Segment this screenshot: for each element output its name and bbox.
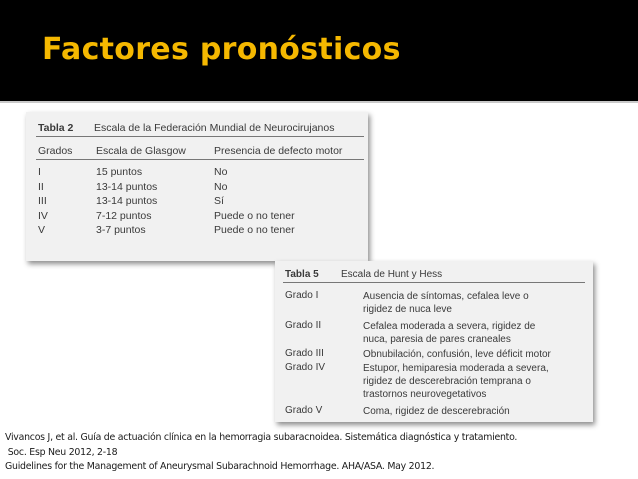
references bbox=[5, 431, 635, 475]
table-row bbox=[36, 222, 364, 237]
title-divider bbox=[0, 101, 638, 103]
table-5-image bbox=[275, 261, 593, 422]
description-line: Coma, rigidez de descerebración bbox=[363, 406, 510, 417]
grade-description bbox=[363, 290, 583, 316]
table-2-column-headers bbox=[36, 143, 364, 160]
table-cell: No bbox=[214, 180, 228, 193]
description-line: Obnubilación, confusión, leve déficit motor bbox=[363, 349, 551, 360]
grade-label: Grado III bbox=[285, 348, 324, 359]
reference-line: Guidelines for the Management of Aneurysmal Subarachnoid Hemorrhage. AHA/ASA. May 2012. bbox=[5, 461, 435, 472]
table-cell: Puede o no tener bbox=[214, 224, 295, 236]
grade-label: Grado IV bbox=[285, 362, 326, 373]
table-cell: Sí bbox=[214, 195, 224, 207]
table-row bbox=[36, 179, 364, 194]
grade-label: Grado V bbox=[285, 405, 323, 416]
reference-line: Soc. Esp Neu 2012, 2-18 bbox=[5, 446, 118, 458]
description-line: trastornos neurovegetativos bbox=[363, 389, 487, 400]
table-row bbox=[36, 208, 364, 223]
table-cell: 3-7 puntos bbox=[96, 224, 146, 236]
table-cell: 15 puntos bbox=[96, 166, 143, 178]
table-2-label: Tabla 2 bbox=[38, 122, 74, 134]
table-2-body bbox=[36, 164, 364, 237]
table-5-label: Tabla 5 bbox=[285, 269, 319, 280]
table-2-header bbox=[36, 120, 364, 137]
table-cell: 13-14 puntos bbox=[96, 195, 158, 207]
description-line: Ausencia de síntomas, cefalea leve o bbox=[363, 291, 529, 302]
grade-description bbox=[363, 362, 583, 401]
table-cell: V bbox=[38, 224, 46, 236]
table-cell: II bbox=[38, 180, 44, 193]
table-cell: I bbox=[38, 166, 41, 178]
table-2-caption: Escala de la Federación Mundial de Neurocirujanos bbox=[94, 122, 335, 134]
table-cell: IV bbox=[38, 209, 48, 222]
table-cell: Puede o no tener bbox=[214, 209, 295, 222]
grade-description bbox=[363, 320, 583, 346]
description-line: rigidez de descerebración temprana o bbox=[363, 376, 531, 387]
column-header: Presencia de defecto motor bbox=[214, 145, 343, 157]
grade-label: Grado I bbox=[285, 290, 319, 301]
grade-label: Grado II bbox=[285, 320, 322, 331]
grade-description bbox=[363, 405, 583, 418]
reference-line: Vivancos J, et al. Guía de actuación clínica en la hemorragia subaracnoidea. Sistemática diagnóstica y tratamiento. bbox=[5, 432, 518, 443]
slide-title: Factores pronósticos bbox=[42, 32, 401, 67]
title-bar bbox=[0, 0, 638, 101]
grade-description bbox=[363, 348, 583, 361]
column-header: Escala de Glasgow bbox=[96, 145, 186, 157]
description-line: rigidez de nuca leve bbox=[363, 304, 452, 315]
table-cell: 13-14 puntos bbox=[96, 180, 158, 193]
description-line: Cefalea moderada a severa, rigidez de bbox=[363, 321, 536, 332]
column-header: Grados bbox=[38, 145, 73, 157]
table-5-header bbox=[283, 267, 585, 283]
table-cell: 7-12 puntos bbox=[96, 209, 152, 222]
table-row bbox=[36, 193, 364, 208]
table-5-caption: Escala de Hunt y Hess bbox=[341, 269, 443, 280]
table-cell: III bbox=[38, 195, 47, 207]
description-line: Estupor, hemiparesia moderada a severa, bbox=[363, 363, 549, 374]
description-line: nuca, paresia de pares craneales bbox=[363, 334, 511, 345]
table-row bbox=[36, 164, 364, 179]
table-cell: No bbox=[214, 166, 228, 178]
table-2-image bbox=[26, 112, 368, 261]
